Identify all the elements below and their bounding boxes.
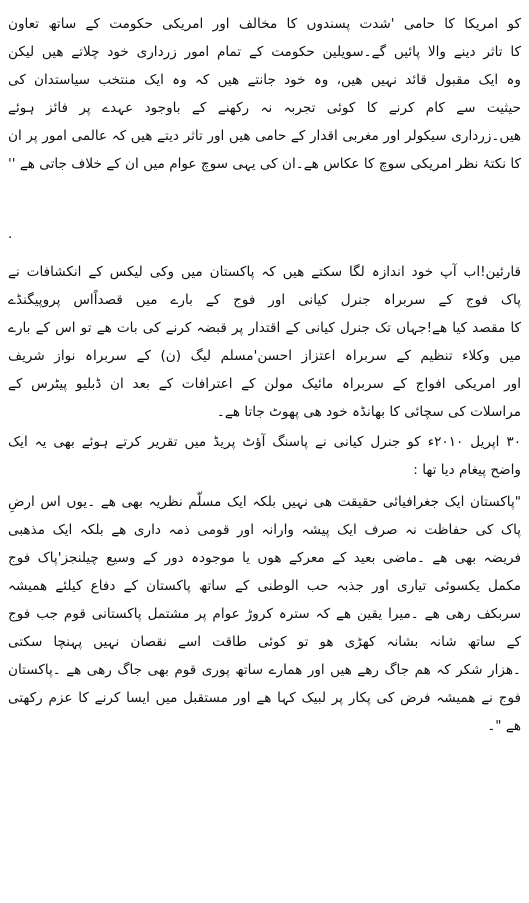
text-line: واضح پیغام دیا تھا : bbox=[413, 462, 521, 478]
text-line: کا مقصد کیا ھے!جہاں تک جنرل کیانی کے اقتدار پر قبضہ کرنے کی بات ھے تو اس کے بارے bbox=[8, 320, 521, 336]
paragraph-zardari-profile bbox=[8, 10, 521, 178]
text-line: قارئین!اب آپ خود اندازہ لگا سکتے ھیں کہ پاکستان میں وکی لیکس کے انکشافات نے bbox=[8, 264, 521, 280]
text-line: فوج نے ھمیشہ فرض کی پکار پر لبیک کہا ھے اور مستقبل میں ایسا کرنے کا عزم رکھتی bbox=[8, 690, 521, 706]
text-line: کا نکتۂ نظر امریکی سوچ کا عکاس ھے۔ان کی یہی سوچ عوام میں ان کے خلاف جاتی ھے '' bbox=[8, 156, 521, 172]
text-line: اور امریکی افواج کے سربراہ مائیک مولن کے اعترافات کے بعد ان ڈبلیو پیٹرس کے bbox=[8, 376, 521, 392]
text-line: پاک کی حفاظت نہ صرف ایک پیشہ وارانہ اور قومی ذمہ داری ھے بلکہ ایک مذھبی bbox=[8, 522, 521, 538]
text-line: ۳۰ اپریل ۲۰۱۰ء کو جنرل کیانی نے پاسنگ آؤٹ پریڈ میں تقریر کرتے ہوئے بھی یہ ایک bbox=[8, 434, 521, 450]
text-line: ھیں۔زرداری سیکولر اور مغربی اقدار کے حامی ھیں اور تاثر دیتے ھیں کہ عالمی امور پر ان bbox=[8, 128, 521, 144]
text-line: ۔ھزار شکر کہ ھم جاگ رھے ھیں اور ھمارے ساتھ پوری قوم بھی جاگ رھی ھے ۔پاکستان bbox=[8, 662, 521, 678]
text-line: مراسلات کی سچائی کا بھانڈہ خود ھی پھوٹ جاتا ھے۔ bbox=[216, 404, 521, 420]
text-line: کا تاثر دینے والا پائیں گے۔سویلین حکومت کے تمام امور زرداری خود چلاتے ھیں لیکن bbox=[8, 44, 521, 60]
paragraph-wikileaks bbox=[8, 258, 521, 426]
text-line: کو امریکا کا حامی 'شدت پسندوں کا مخالف اور امریکی حکومت کے ساتھ تعاون bbox=[8, 16, 521, 32]
text-line: مکمل یکسوئی تیاری اور جذبہ حب الوطنی کے ساتھ پاکستان کے دفاع کیلئے ھمیشہ bbox=[8, 578, 521, 594]
paragraph-separator bbox=[8, 220, 521, 248]
text-line: ھے "۔ bbox=[487, 718, 521, 734]
text-line: میں وکلاء تنظیم کے سربراہ اعتزاز احسن'مسلم لیگ (ن) کے سربراہ نواز شریف bbox=[8, 348, 521, 364]
paragraph-passing-out-parade bbox=[8, 428, 521, 484]
text-line: کے ساتھ شانہ بشانہ کھڑی ھو تو کوئی طاقت اسے نقصان نہیں پہنچا سکتی bbox=[8, 634, 521, 650]
text-line: پاک فوج کے سربراہ جنرل کیانی اور فوج کے بارے میں قصداًاس پروپیگنڈے bbox=[8, 292, 521, 308]
text-line: حیثیت سے کام کرنے کا کوئی تجربہ نہ رکھنے کے باوجود عہدے پر فائز ہوئے bbox=[8, 100, 521, 116]
text-line: "پاکستان ایک جغرافیائی حقیقت ھی نہیں بلکہ ایک مسلّم نظریہ بھی ھے ۔یوں اس ارضِ bbox=[8, 494, 521, 510]
text-line: وہ ایک مقبول قائد نہیں ھیں، وہ خود جانتے ھیں کہ وہ ایک منتخب سیاستدان کی bbox=[8, 72, 521, 88]
paragraph-speech-quote bbox=[8, 488, 521, 740]
text-line: سربکف رھی ھے ۔میرا یقین ھے کہ سترہ کروڑ عوام پر مشتمل پاکستانی قوم جب فوج bbox=[8, 606, 521, 622]
text-line: فریضہ بھی ھے ۔ماضی بعید کے معرکے ھوں یا موجودہ دور کے وسیع چیلنجز'پاک فوج bbox=[8, 550, 521, 566]
separator-dot: . bbox=[8, 226, 13, 242]
